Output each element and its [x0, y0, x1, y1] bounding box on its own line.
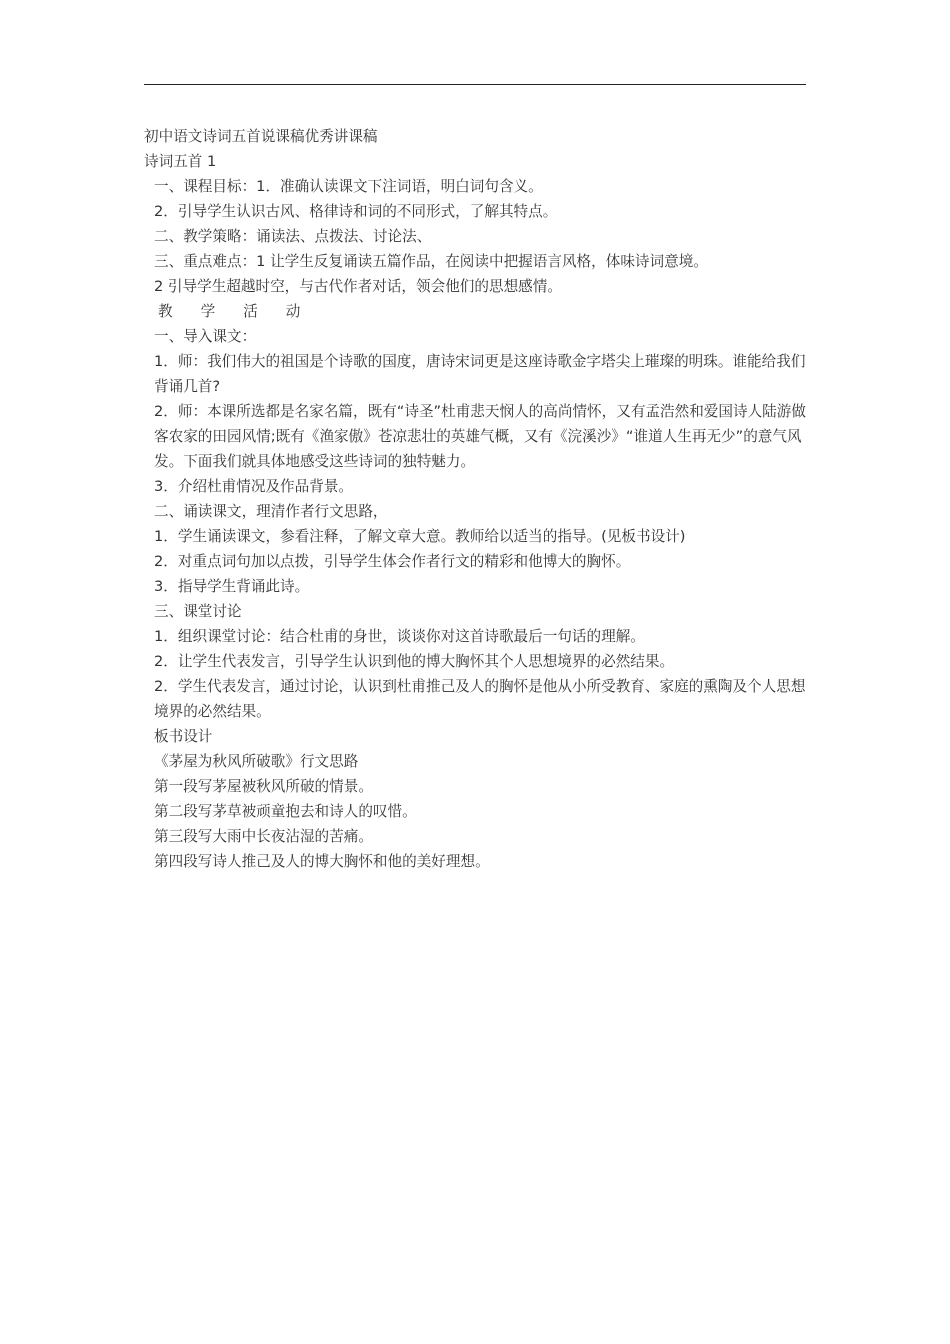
paragraph-line: 二、教学策略：诵读法、点拨法、讨论法、 [154, 228, 432, 245]
document-subtitle: 诗词五首 1 [144, 153, 217, 170]
paragraph-line: 1．师：我们伟大的祖国是个诗歌的国度，唐诗宋词更是这座诗歌金字塔尖上璀璨的明珠。谁能给我们背诵几首? [154, 353, 806, 395]
paragraph-line: 第一段写茅屋被秋风所破的情景。 [154, 778, 373, 795]
paragraph-line: 三、课堂讨论 [154, 603, 242, 620]
paragraph-line: 2．引导学生认识古风、格律诗和词的不同形式，了解其特点。 [154, 203, 558, 220]
paragraph-line: 1．组织课堂讨论：结合杜甫的身世，谈谈你对这首诗歌最后一句话的理解。 [154, 628, 645, 645]
paragraph-line: 2．学生代表发言，通过讨论，认识到杜甫推己及人的胸怀是他从小所受教育、家庭的熏陶及个人思想境界的必然结果。 [154, 678, 806, 720]
paragraph-line: 2 引导学生超越时空，与古代作者对话，领会他们的思想感情。 [154, 278, 562, 295]
paragraph-line: 2．对重点词句加以点拨，引导学生体会作者行文的精彩和他博大的胸怀。 [154, 553, 631, 570]
paragraph-line: 3．指导学生背诵此诗。 [154, 578, 310, 595]
paragraph-line: 二、诵读课文，理清作者行文思路， [154, 503, 388, 520]
document-title: 初中语文诗词五首说课稿优秀讲课稿 [144, 128, 378, 145]
paragraph-line: 1．学生诵读课文，参看注释，了解文章大意。教师给以适当的指导。(见板书设计) [154, 528, 686, 545]
paragraph-line: 3．介绍杜甫情况及作品背景。 [154, 478, 354, 495]
paragraph-line: 第二段写茅草被顽童抱去和诗人的叹惜。 [154, 803, 417, 820]
paragraph-line: 一、课程目标：1．准确认读课文下注词语，明白词句含义。 [154, 178, 543, 195]
paragraph-line: 第四段写诗人推己及人的博大胸怀和他的美好理想。 [154, 853, 490, 870]
paragraph-line: 2．师：本课所选都是名家名篇，既有“诗圣”杜甫悲天悯人的高尚情怀，又有孟浩然和爱国诗人陆游做客农家的田园风情;既有《渔家傲》苍凉悲壮的英雄气概，又有《浣溪沙》“谁道人生再无少”的意气风发。下面我们就具体地感受这些诗词的独特魅力。 [154, 403, 806, 470]
paragraph-line: 板书设计 [154, 728, 213, 745]
paragraph-line: 一、导入课文： [154, 328, 257, 345]
paragraph-line: 《茅屋为秋风所破歌》行文思路 [154, 753, 359, 770]
document-paragraphs [144, 174, 808, 874]
header-divider [144, 84, 806, 85]
paragraph-line: 三、重点难点：1 让学生反复诵读五篇作品，在阅读中把握语言风格，体味诗词意境。 [154, 253, 708, 270]
paragraph-line: 教学活动 [158, 303, 329, 320]
paragraph-line: 2．让学生代表发言，引导学生认识到他的博大胸怀其个人思想境界的必然结果。 [154, 653, 675, 670]
document-body [144, 124, 808, 874]
paragraph-line: 第三段写大雨中长夜沾湿的苦痛。 [154, 828, 373, 845]
